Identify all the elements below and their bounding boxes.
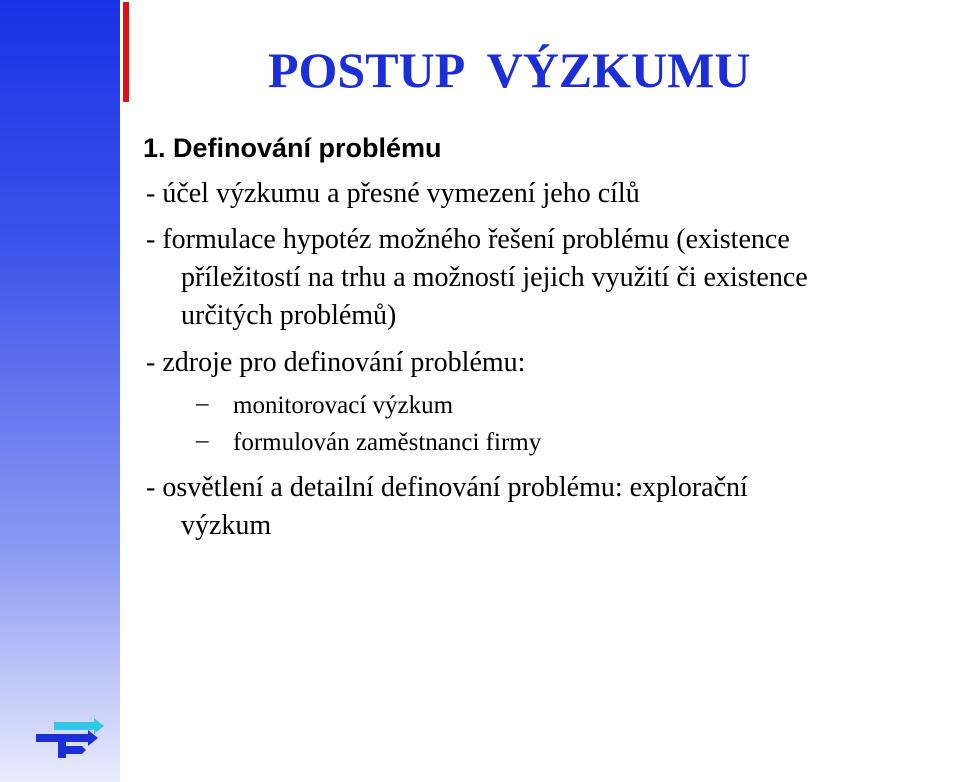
bullet-line-purpose: - účel výzkumu a přesné vymezení jeho cílů [146,178,640,209]
sub-item-dash: – [196,427,209,454]
bullet-line-exploration-cont: výzkum [181,510,272,541]
sub-item-dash: – [196,390,209,417]
sub-item-monitoring: monitorovací výzkum [233,392,454,419]
bullet-line-hypotheses-cont-1: příležitostí na trhu a možností jejich využití či existence [181,262,808,293]
bullet-line-hypotheses: - formulace hypotéz možného řešení problému (existence [146,224,790,255]
bullet-line-exploration: - osvětlení a detailní definování problému: explorační [146,472,748,503]
page-title: POSTUP VÝZKUMU [268,42,751,98]
sub-item-employees: formulován zaměstnanci firmy [233,429,542,456]
arrows-logo-icon [36,718,106,758]
section-heading: 1. Definování problému [143,133,442,163]
title-accent-bar [123,2,129,102]
side-gradient-band [0,0,120,782]
bullet-line-hypotheses-cont-2: určitých problémů) [181,300,397,331]
bullet-line-sources: - zdroje pro definování problému: [146,347,526,378]
